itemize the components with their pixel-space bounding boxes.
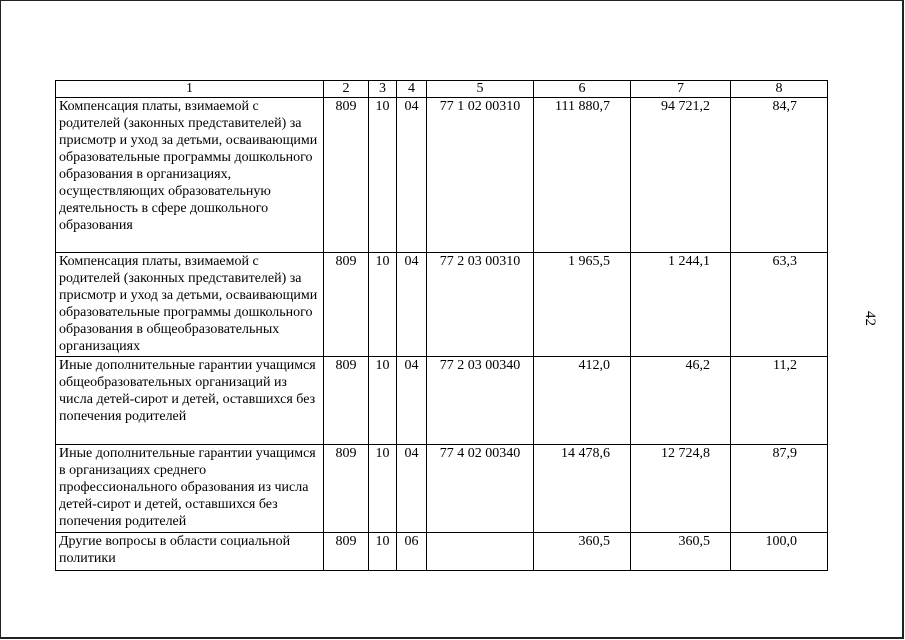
budget-table [55,80,828,571]
row-csr [427,533,534,571]
row-percent: 100,0 [731,533,828,571]
row-fact: 94 721,2 [631,98,731,253]
row-plan: 360,5 [534,533,631,571]
row-percent: 87,9 [731,445,828,533]
row-csr: 77 2 03 00340 [427,357,534,445]
row-pr: 04 [397,253,427,357]
row-rz: 10 [369,357,397,445]
row-pr: 06 [397,533,427,571]
row-csr: 77 2 03 00310 [427,253,534,357]
page-number: 42 [862,311,878,326]
row-fact: 360,5 [631,533,731,571]
header-row [56,81,828,98]
row-grbs: 809 [324,357,369,445]
header-cell: 8 [731,81,828,98]
row-rz: 10 [369,253,397,357]
row-csr: 77 1 02 00310 [427,98,534,253]
row-csr: 77 4 02 00340 [427,445,534,533]
row-plan: 111 880,7 [534,98,631,253]
table-row [56,533,828,571]
row-name: Иные дополнительные гарантии учащимся общеобразовательных организаций из числа детей-сирот и детей, оставшихся без попечения родителей [56,357,324,445]
row-grbs: 809 [324,98,369,253]
row-percent: 11,2 [731,357,828,445]
row-rz: 10 [369,98,397,253]
header-cell: 6 [534,81,631,98]
row-rz: 10 [369,533,397,571]
row-grbs: 809 [324,445,369,533]
row-plan: 412,0 [534,357,631,445]
header-cell: 2 [324,81,369,98]
table-row [56,445,828,533]
table-row [56,253,828,357]
row-fact: 12 724,8 [631,445,731,533]
header-cell: 7 [631,81,731,98]
row-plan: 1 965,5 [534,253,631,357]
row-pr: 04 [397,357,427,445]
row-grbs: 809 [324,253,369,357]
row-plan: 14 478,6 [534,445,631,533]
table-row [56,357,828,445]
row-name: Компенсация платы, взимаемой с родителей (законных представителей) за присмотр и уход за детьми, осваивающими образовательные программы дошкольного образования в организациях, осуществляющих образовательную деятельность в сфере дошкольного образования [56,98,324,253]
row-fact: 1 244,1 [631,253,731,357]
row-fact: 46,2 [631,357,731,445]
row-percent: 63,3 [731,253,828,357]
header-cell: 5 [427,81,534,98]
row-name: Компенсация платы, взимаемой с родителей (законных представителей) за присмотр и уход за детьми, осваивающими образовательные программы дошкольного образования в общеобразовательных организациях [56,253,324,357]
row-name: Другие вопросы в области социальной политики [56,533,324,571]
row-pr: 04 [397,445,427,533]
header-cell: 1 [56,81,324,98]
row-name: Иные дополнительные гарантии учащимся в организациях среднего профессионального образования из числа детей-сирот и детей, оставшихся без попечения родителей [56,445,324,533]
row-grbs: 809 [324,533,369,571]
row-rz: 10 [369,445,397,533]
row-pr: 04 [397,98,427,253]
row-percent: 84,7 [731,98,828,253]
header-cell: 3 [369,81,397,98]
table-row [56,98,828,253]
header-cell: 4 [397,81,427,98]
